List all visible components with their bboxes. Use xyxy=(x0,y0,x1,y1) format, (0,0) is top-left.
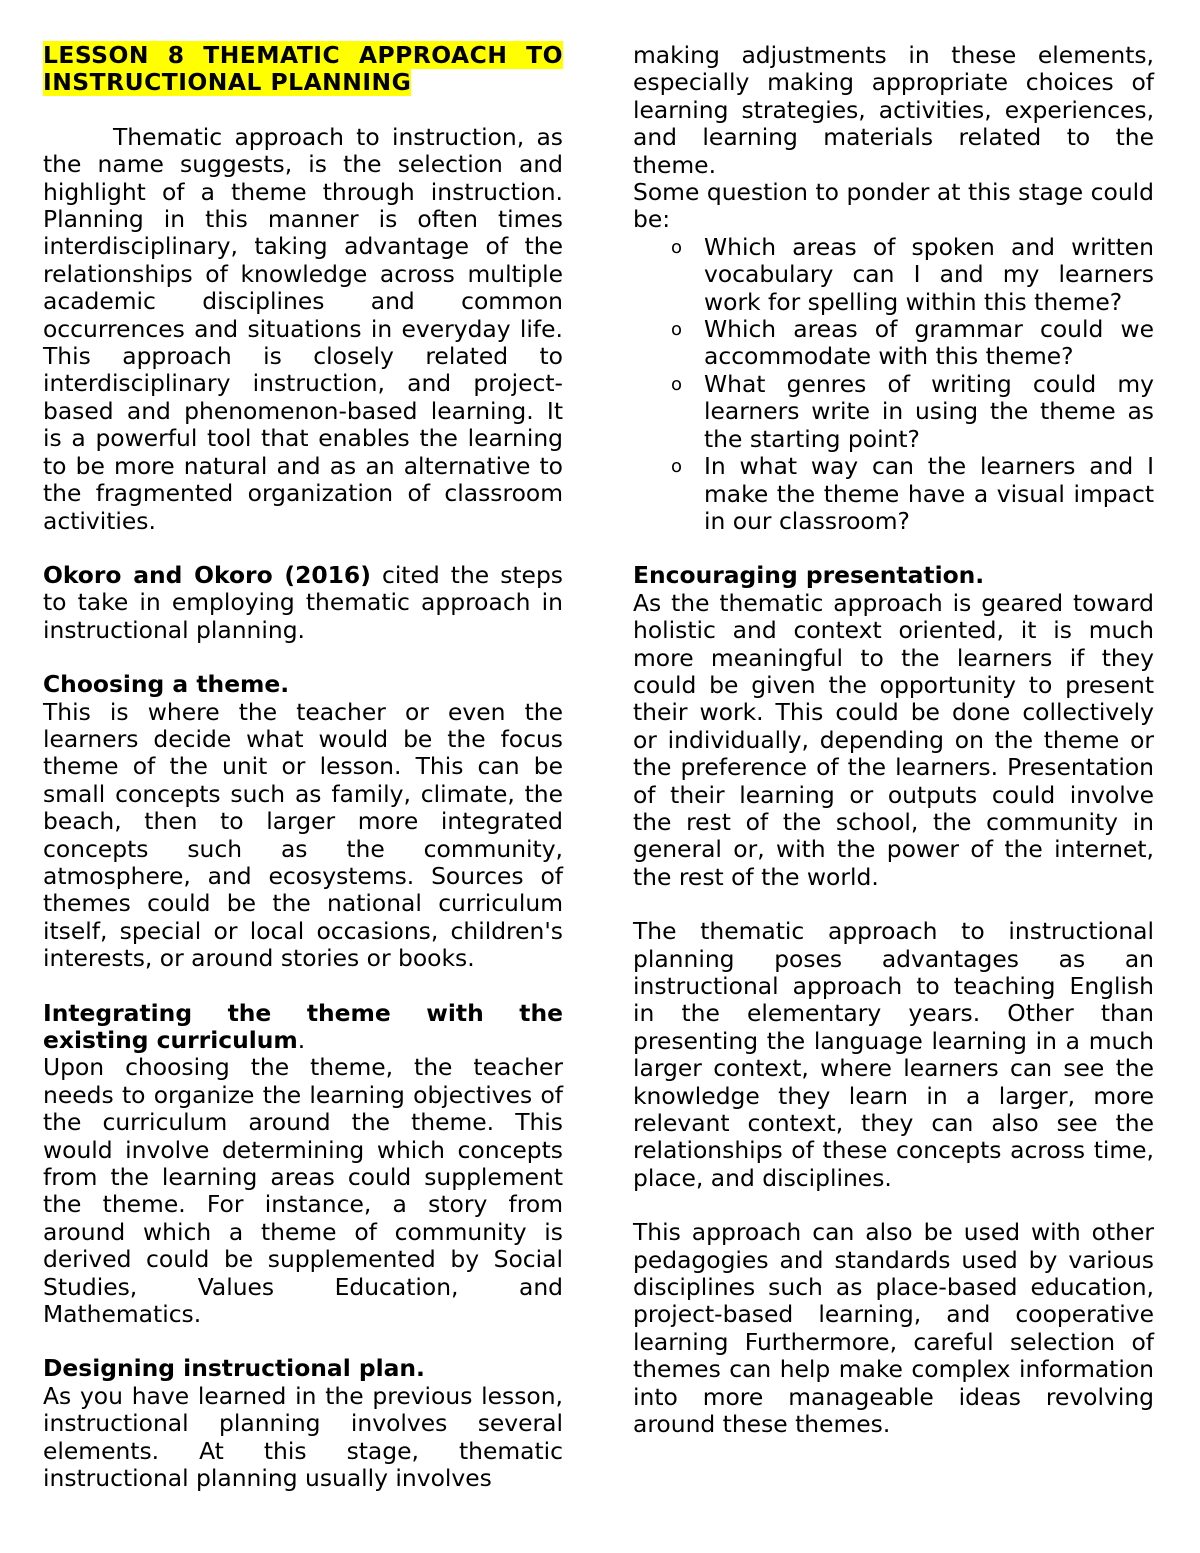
advantages-paragraph: The thematic approach to instructional planning poses advantages as an instructional approach to teaching English in the elementary years. Other than presenting the language learning in a much larger context, where learners can see the knowledge they learn in a larger, more relevant context, they can also see the relationships of these concepts across time, place, and disciplines. xyxy=(633,917,1154,1192)
question-text: What genres of writing could my learners write in using the theme as the starting point? xyxy=(704,369,1154,453)
right-column xyxy=(633,42,1154,1439)
encouraging-presentation-heading: Encouraging presentation. xyxy=(633,561,985,590)
citation-paragraph xyxy=(43,562,563,644)
question-list xyxy=(633,234,1154,535)
encouraging-presentation-body: As the thematic approach is geared toward holistic and context oriented, it is much more meaningful to the learners if they could be given the opportunity to present their work. This could be done collectively or individually, depending on the theme or the preference of the learners. Presentation of their learning or outputs could involve the rest of the school, the community in general or, with the power of the internet, the rest of the world. xyxy=(633,588,1154,891)
intro-paragraph: Thematic approach to instruction, as the name suggests, is the selection and highlight of a theme through instruction. Planning in this manner is often times interdisciplinary, taking advantage of the relationships of knowledge across multiple academic disciplines and common occurrences and situations in everyday life. This approach is closely related to interdisciplinary instruction, and project-based and phenomenon-based learning. It is a powerful tool that enables the learning to be more natural and as an alternative to the fragmented organization of classroom activities. xyxy=(43,122,563,535)
bullet-icon: o xyxy=(671,319,683,341)
citation-authors: Okoro and Okoro (2016) xyxy=(43,560,371,589)
bullet-icon: o xyxy=(671,456,683,478)
question-item xyxy=(633,371,1154,453)
integrating-heading-paragraph xyxy=(43,1000,563,1055)
question-text: In what way can the learners and I make the theme have a visual impact in our classroom? xyxy=(704,452,1154,535)
bullet-icon: o xyxy=(671,373,683,395)
integrating-theme-heading: Integrating the theme with the existing curriculum xyxy=(43,998,563,1054)
choosing-theme-heading: Choosing a theme. xyxy=(43,670,290,699)
question-item xyxy=(633,453,1154,535)
lesson-title xyxy=(43,42,563,97)
lesson-title-highlight: LESSON 8 THEMATIC APPROACH TO INSTRUCTIONAL PLANNING xyxy=(43,41,563,97)
designing-plan-heading: Designing instructional plan. xyxy=(43,1354,425,1383)
citation-text: cited the steps to take in employing thematic approach in instructional planning. xyxy=(43,560,563,644)
integrating-heading-period: . xyxy=(297,1026,306,1054)
question-text: Which areas of grammar could we accommodate with this theme? xyxy=(704,315,1154,371)
designing-plan-body: As you have learned in the previous lesson, instructional planning involves several elements. At this stage, thematic instructional planning usually involves xyxy=(43,1381,563,1493)
designing-plan-continuation: making adjustments in these elements, especially making appropriate choices of learning strategies, activities, experiences, and learning materials related to the theme. xyxy=(633,41,1154,179)
choosing-theme-body: This is where the teacher or even the learners decide what would be the focus theme of the unit or lesson. This can be small concepts such as family, climate, the beach, then to larger more integrated concepts such as the community, atmosphere, and ecosystems. Sources of themes could be the national curriculum itself, special or local occasions, children's interests, or around stories or books. xyxy=(43,697,563,973)
other-pedagogies-paragraph: This approach can also be used with other pedagogies and standards used by various disciplines such as place-based education, project-based learning, and cooperative learning Furthermore, careful selection of themes can help make complex information into more manageable ideas revolving around these themes. xyxy=(633,1218,1154,1439)
question-item xyxy=(633,234,1154,316)
ponder-intro: Some question to ponder at this stage could be: xyxy=(633,178,1154,234)
integrating-theme-body: Upon choosing the theme, the teacher needs to organize the learning objectives of the curriculum around the theme. This would involve determining which concepts from the learning areas could supplement the theme. For instance, a story from around which a theme of community is derived could be supplemented by Social Studies, Values Education, and Mathematics. xyxy=(43,1053,563,1329)
question-item xyxy=(633,316,1154,371)
question-text: Which areas of spoken and written vocabulary can I and my learners work for spelling within this theme? xyxy=(704,232,1154,316)
left-column xyxy=(43,42,563,1493)
bullet-icon: o xyxy=(671,236,683,258)
